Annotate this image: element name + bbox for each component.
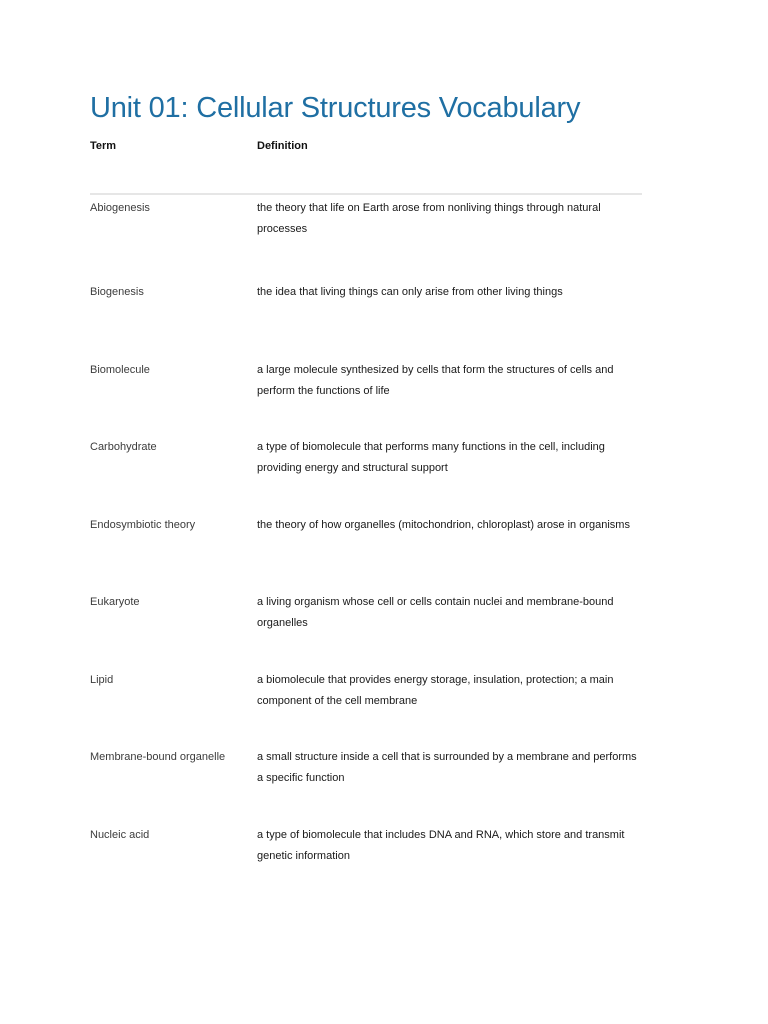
table-header bbox=[90, 140, 642, 160]
definition-cell: the theory that life on Earth arose from nonliving things through natural processes bbox=[257, 202, 601, 235]
term-cell: Endosymbiotic theory bbox=[90, 519, 196, 531]
term-column-header: Term bbox=[90, 140, 117, 152]
definition-column-header: Definition bbox=[257, 140, 308, 152]
definition-cell: the theory of how organelles (mitochondrion, chloroplast) arose in organisms bbox=[257, 519, 630, 531]
term-cell: Carbohydrate bbox=[90, 441, 157, 453]
term-cell: Lipid bbox=[90, 674, 114, 686]
definition-cell: a small structure inside a cell that is surrounded by a membrane and performs a specific function bbox=[257, 751, 637, 784]
header-divider bbox=[90, 193, 642, 195]
definition-cell: a biomolecule that provides energy storage, insulation, protection; a main component of the cell membrane bbox=[257, 674, 614, 707]
term-cell: Nucleic acid bbox=[90, 829, 150, 841]
definition-cell: the idea that living things can only arise from other living things bbox=[257, 286, 563, 298]
term-cell: Membrane-bound organelle bbox=[90, 751, 226, 763]
term-cell: Abiogenesis bbox=[90, 202, 150, 214]
term-cell: Eukaryote bbox=[90, 596, 140, 608]
term-cell: Biogenesis bbox=[90, 286, 144, 298]
definition-cell: a large molecule synthesized by cells that form the structures of cells and perform the functions of life bbox=[257, 364, 614, 397]
definition-cell: a living organism whose cell or cells contain nuclei and membrane-bound organelles bbox=[257, 596, 614, 629]
page-title: Unit 01: Cellular Structures Vocabulary bbox=[90, 92, 581, 124]
term-cell: Biomolecule bbox=[90, 364, 150, 376]
definition-cell: a type of biomolecule that performs many functions in the cell, including providing energy and structural support bbox=[257, 441, 605, 474]
definition-cell: a type of biomolecule that includes DNA and RNA, which store and transmit genetic information bbox=[257, 829, 625, 862]
